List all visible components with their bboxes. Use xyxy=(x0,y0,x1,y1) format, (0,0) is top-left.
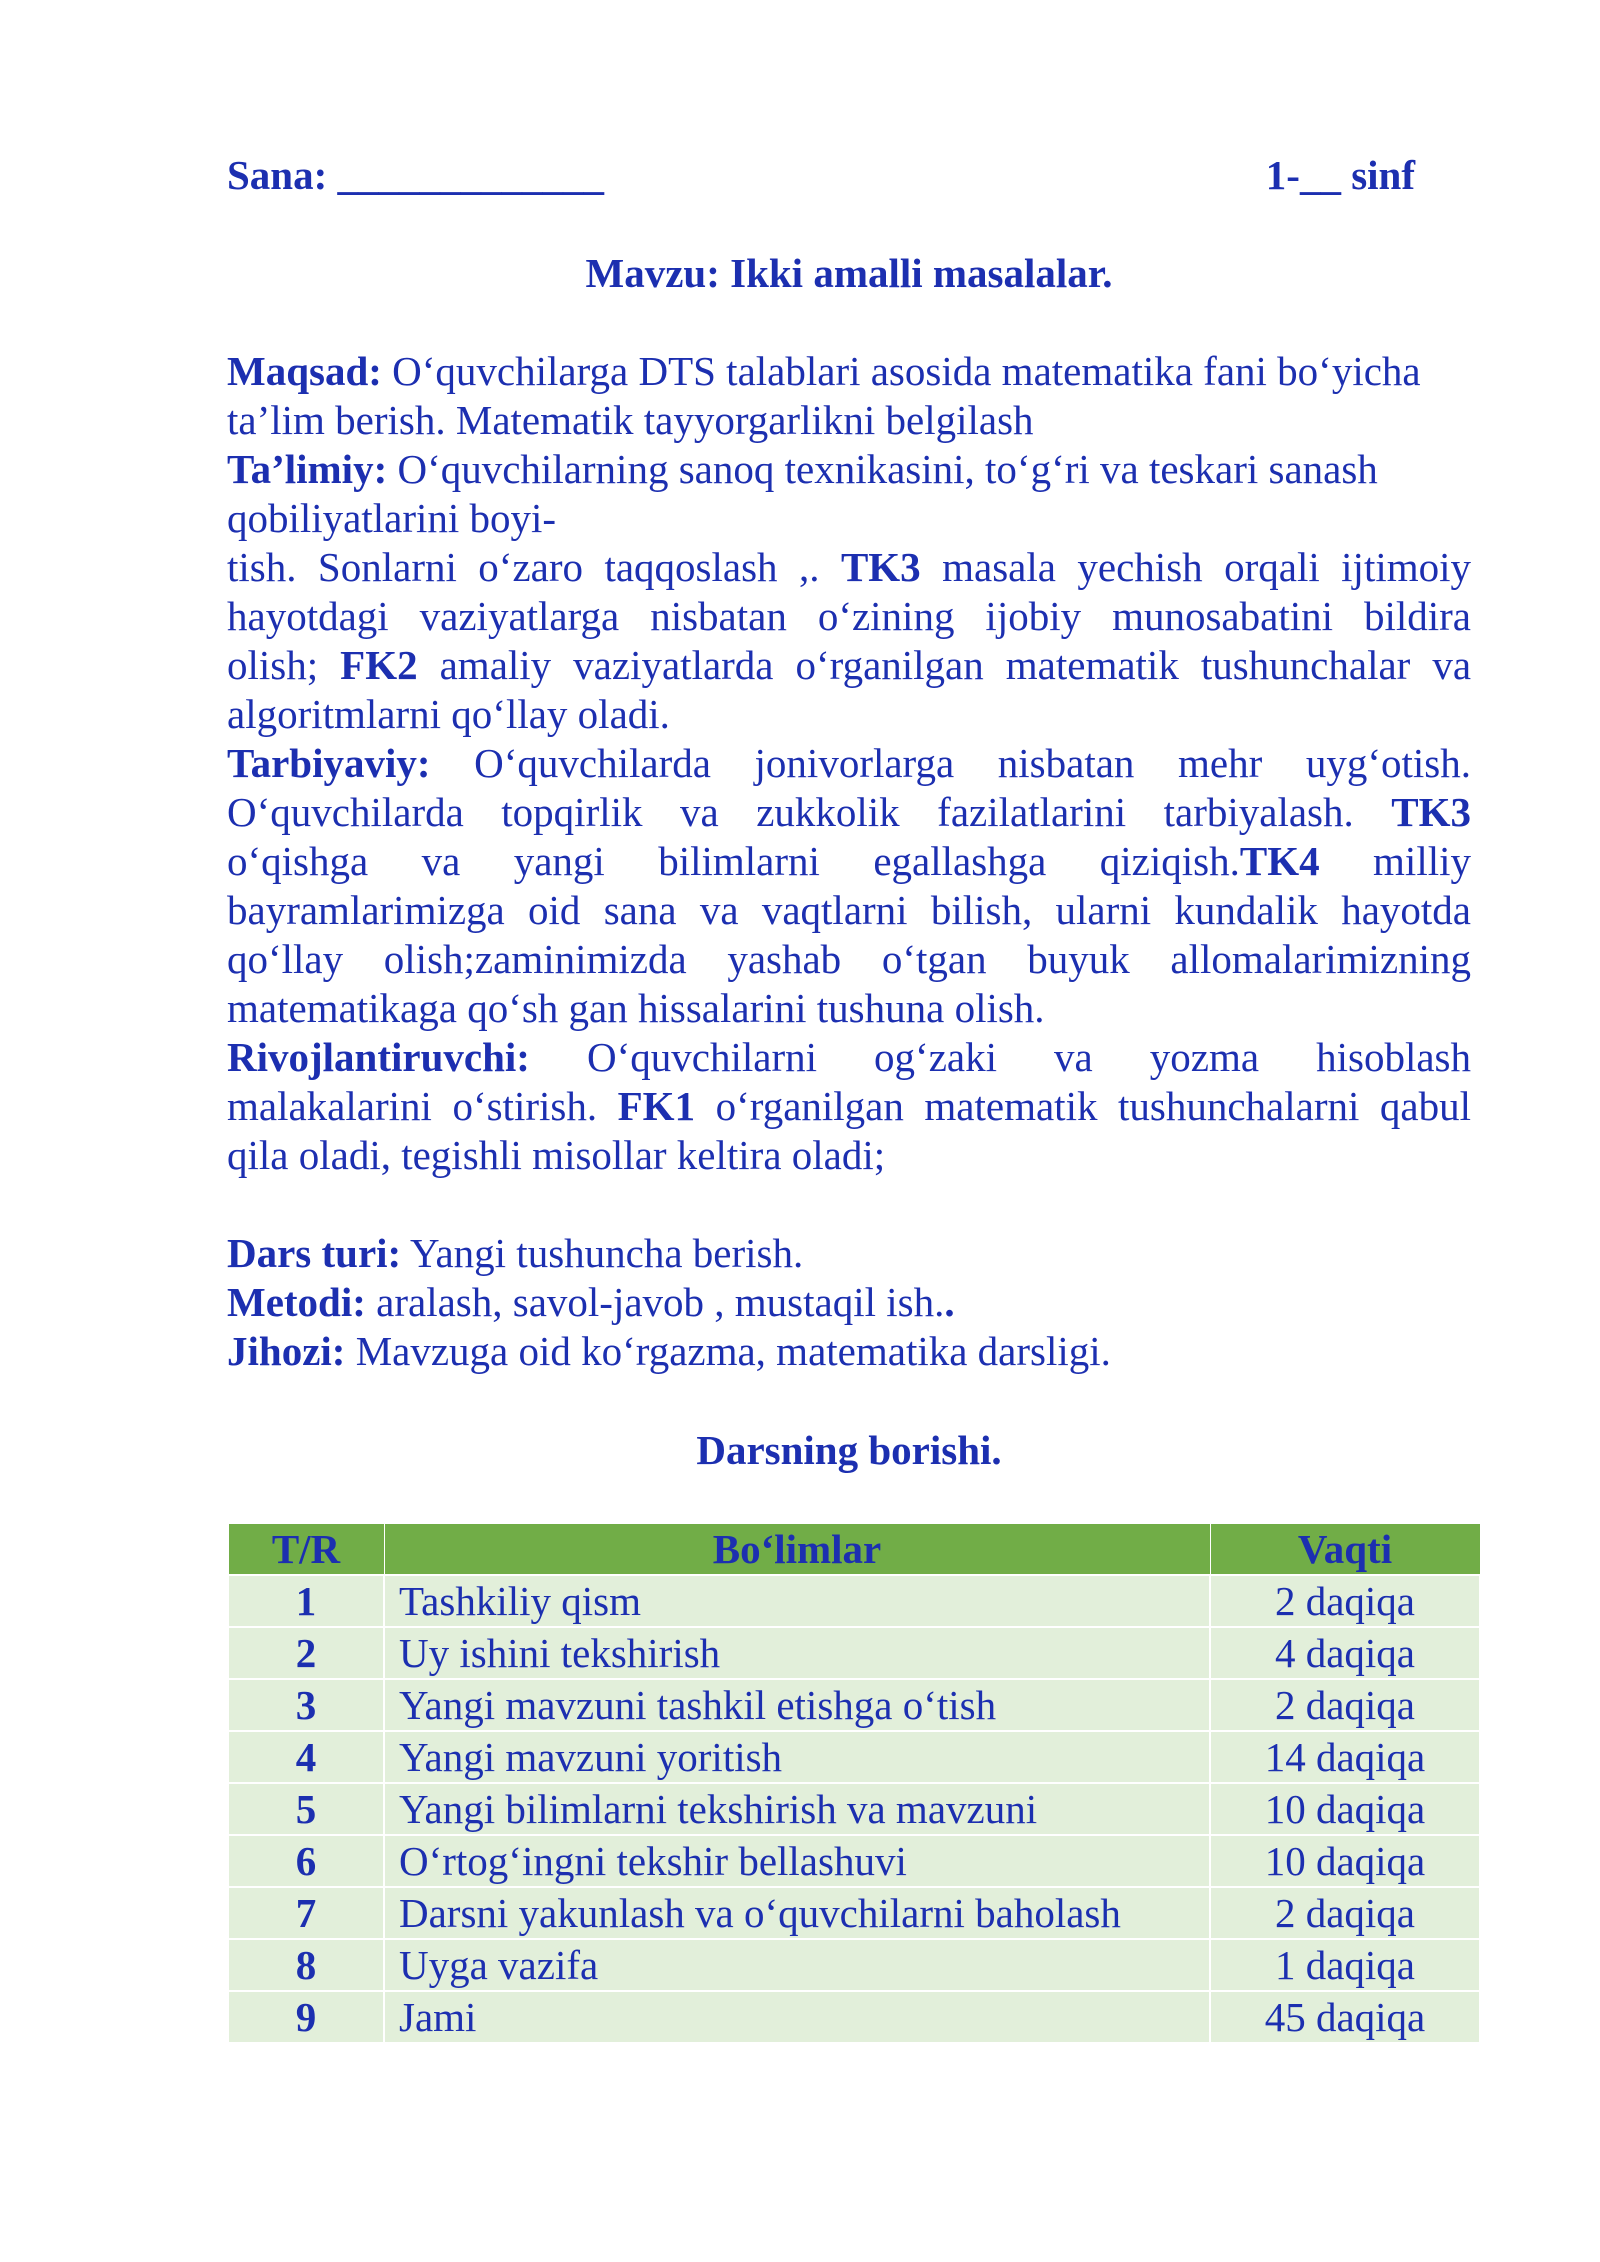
row-section: Jami xyxy=(384,1991,1210,2043)
row-section: Yangi mavzuni tashkil etishga o‘tish xyxy=(384,1679,1210,1731)
row-number: 9 xyxy=(228,1991,384,2043)
row-time: 4 daqiqa xyxy=(1210,1627,1480,1679)
row-number: 3 xyxy=(228,1679,384,1731)
table-body xyxy=(228,1575,1480,2043)
row-number: 7 xyxy=(228,1887,384,1939)
grade-blank: __ xyxy=(1299,152,1341,198)
goal-talimiy xyxy=(227,445,1471,739)
lesson-info xyxy=(227,1229,1471,1376)
tk3-code: TK3 xyxy=(840,544,921,590)
tarbiyaviy-label: Tarbiyaviy: xyxy=(227,740,431,786)
rivoj-label: Rivojlantiruvchi: xyxy=(227,1034,530,1080)
tarbiyaviy-text-2a: O‘quvchilarda topqirlik va zukkolik fazilatlarini tarbiyalash. xyxy=(227,789,1354,835)
talimiy-line-5 xyxy=(227,641,1471,690)
tarbiyaviy-text-4: bayramlarimizga oid sana va vaqtlarni bilish, ularni kundalik hayotda xyxy=(227,887,1471,933)
rivoj-line-2 xyxy=(227,1082,1471,1131)
table-row xyxy=(228,1575,1480,1627)
talimiy-line-3 xyxy=(227,543,1471,592)
tarbiyaviy-line-2 xyxy=(227,788,1471,837)
equipment-label: Jihozi: xyxy=(227,1328,346,1374)
goal-maqsad xyxy=(227,347,1471,445)
row-time: 1 daqiqa xyxy=(1210,1939,1480,1991)
maqsad-text-2: ta’lim berish. Matematik tayyorgarlikni belgilash xyxy=(227,397,1034,443)
tarbiyaviy-text-1: O‘quvchilarda jonivorlarga nisbatan mehr uyg‘otish. xyxy=(474,740,1471,786)
table-row xyxy=(228,1887,1480,1939)
fk1-code: FK1 xyxy=(617,1083,696,1129)
row-section: Darsni yakunlash va o‘quvchilarni baholash xyxy=(384,1887,1210,1939)
talimiy-text-1: O‘quvchilarning sanoq texnikasini, to‘g‘ri va teskari sanash xyxy=(397,446,1378,492)
talimiy-text-3b: masala yechish orqali ijtimoiy xyxy=(942,544,1472,590)
plan-title: Darsning borishi. xyxy=(696,1427,1002,1473)
table-row xyxy=(228,1731,1480,1783)
row-section: Tashkiliy qism xyxy=(384,1575,1210,1627)
grade-field xyxy=(1266,150,1415,200)
talimiy-text-5b: amaliy vaziyatlarda o‘rganilgan matematik tushunchalar va xyxy=(439,642,1472,688)
row-number: 8 xyxy=(228,1939,384,1991)
header-row xyxy=(227,150,1471,200)
row-time: 14 daqiqa xyxy=(1210,1731,1480,1783)
row-section: O‘rtog‘ingni tekshir bellashuvi xyxy=(384,1835,1210,1887)
grade-suffix: sinf xyxy=(1351,152,1415,198)
table-row xyxy=(228,1679,1480,1731)
equipment-value: Mavzuga oid ko‘rgazma, matematika darsligi. xyxy=(355,1328,1111,1374)
talimiy-text-5a: olish; xyxy=(227,642,319,688)
document-content xyxy=(227,150,1471,1475)
row-time: 2 daqiqa xyxy=(1210,1679,1480,1731)
date-blank: _____________ xyxy=(337,152,605,198)
date-field xyxy=(227,150,604,200)
row-section: Yangi mavzuni yoritish xyxy=(384,1731,1210,1783)
lesson-type-value: Yangi tushuncha berish. xyxy=(409,1230,804,1276)
tarbiyaviy-text-3a: o‘qishga va yangi bilimlarni egallashga qiziqish. xyxy=(227,838,1240,884)
row-number: 1 xyxy=(228,1575,384,1627)
fk2-code: FK2 xyxy=(340,642,418,688)
header-tr: T/R xyxy=(228,1524,384,1576)
row-number: 4 xyxy=(228,1731,384,1783)
tk4-code: TK4 xyxy=(1239,838,1320,884)
talimiy-text-6: algoritmlarni qo‘llay oladi. xyxy=(227,691,670,737)
talimiy-text-3a: tish. Sonlarni o‘zaro taqqoslash ,. xyxy=(227,544,820,590)
talimiy-label: Ta’limiy: xyxy=(227,446,388,492)
tarbiyaviy-line-3 xyxy=(227,837,1471,886)
header-sections: Bo‘limlar xyxy=(384,1524,1210,1576)
row-number: 2 xyxy=(228,1627,384,1679)
rivoj-text-1: O‘quvchilarni og‘zaki va yozma hisoblash xyxy=(587,1034,1471,1080)
talimiy-text-4: hayotdagi vaziyatlarga nisbatan o‘zining ijobiy munosabatini bildira xyxy=(227,593,1471,639)
header-time: Vaqti xyxy=(1210,1524,1480,1576)
tk3-code-2: TK3 xyxy=(1391,789,1471,835)
method-value: aralash, savol-javob , mustaqil ish. xyxy=(376,1279,945,1325)
row-section: Uy ishini tekshirish xyxy=(384,1627,1210,1679)
tarbiyaviy-line-1 xyxy=(227,739,1471,788)
tarbiyaviy-text-5: qo‘llay olish;zaminimizda yashab o‘tgan buyuk allomalarimizning xyxy=(227,936,1471,982)
row-time: 10 daqiqa xyxy=(1210,1783,1480,1835)
method-dot: . xyxy=(944,1279,955,1325)
table-row xyxy=(228,1835,1480,1887)
row-time: 10 daqiqa xyxy=(1210,1835,1480,1887)
row-time: 2 daqiqa xyxy=(1210,1575,1480,1627)
table-row xyxy=(228,1939,1480,1991)
table-row xyxy=(228,1991,1480,2043)
tarbiyaviy-text-3b: milliy xyxy=(1373,838,1471,884)
talimiy-text-2: qobiliyatlarini boyi- xyxy=(227,495,557,541)
lesson-type-label: Dars turi: xyxy=(227,1230,402,1276)
table-row xyxy=(228,1783,1480,1835)
method-label: Metodi: xyxy=(227,1279,366,1325)
lesson-plan-table xyxy=(227,1523,1481,2044)
topic-title: Mavzu: Ikki amalli masalalar. xyxy=(585,250,1113,296)
row-section: Yangi bilimlarni tekshirish va mavzuni xyxy=(384,1783,1210,1835)
date-label: Sana: xyxy=(227,152,328,198)
maqsad-text-1: O‘quvchilarga DTS talablari asosida matematika fani bo‘yicha xyxy=(392,348,1421,394)
row-section: Uyga vazifa xyxy=(384,1939,1210,1991)
maqsad-label: Maqsad: xyxy=(227,348,382,394)
tarbiyaviy-text-6: matematikaga qo‘sh gan hissalarini tushuna olish. xyxy=(227,985,1045,1031)
rivoj-text-2a: malakalarini o‘stirish. xyxy=(227,1083,598,1129)
row-number: 6 xyxy=(228,1835,384,1887)
grade-prefix: 1- xyxy=(1265,152,1300,198)
goal-tarbiyaviy xyxy=(227,739,1471,1033)
row-time: 45 daqiqa xyxy=(1210,1991,1480,2043)
rivoj-text-2b: o‘rganilgan matematik tushunchalarni qabul xyxy=(715,1083,1472,1129)
table-header-row xyxy=(228,1524,1480,1576)
row-number: 5 xyxy=(228,1783,384,1835)
rivoj-text-3: qila oladi, tegishli misollar keltira oladi; xyxy=(227,1132,886,1178)
row-time: 2 daqiqa xyxy=(1210,1887,1480,1939)
rivoj-line-1 xyxy=(227,1033,1471,1082)
table-row xyxy=(228,1627,1480,1679)
goal-rivojlantiruvchi xyxy=(227,1033,1471,1180)
